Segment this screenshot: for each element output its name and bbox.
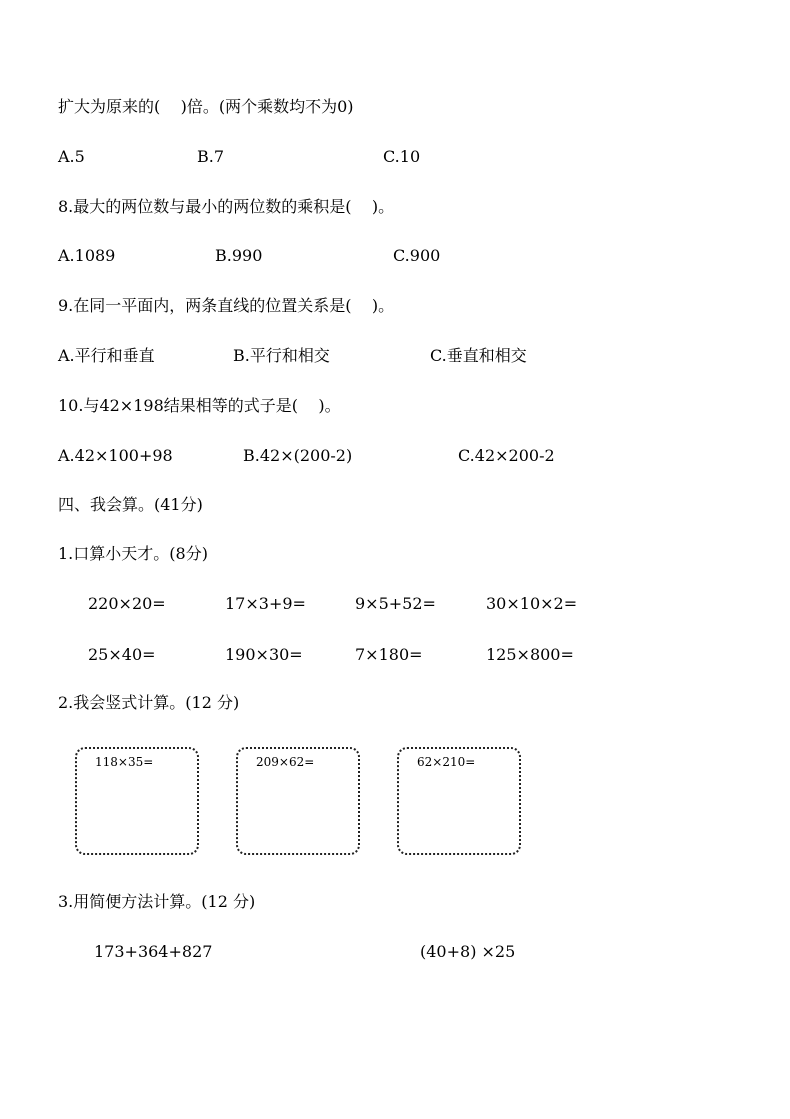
q10-option-a: A.42×100+98 — [58, 446, 173, 465]
mental-math-item: 17×3+9= — [225, 594, 306, 613]
q8-option-c: C.900 — [393, 246, 441, 265]
mental-math-item: 220×20= — [88, 594, 166, 613]
mental-math-item: 9×5+52= — [355, 594, 436, 613]
mental-math-item: 30×10×2= — [486, 594, 578, 613]
vertical-calc-box[interactable] — [75, 747, 199, 855]
q7-option-c: C.10 — [383, 147, 421, 166]
vertical-calc-label: 62×210= — [417, 755, 476, 769]
question-7-stem: 扩大为原来的( )倍。(两个乘数均不为0) — [58, 97, 354, 116]
part-3-title: 3.用简便方法计算。(12 分) — [58, 892, 256, 911]
q8-option-b: B.990 — [215, 246, 263, 265]
q9-option-a: A.平行和垂直 — [58, 346, 155, 365]
vertical-calc-box[interactable] — [397, 747, 521, 855]
q10-option-c: C.42×200-2 — [458, 446, 555, 465]
mental-math-item: 25×40= — [88, 645, 156, 664]
question-9-stem: 9.在同一平面内，两条直线的位置关系是( )。 — [58, 296, 395, 315]
mental-math-item: 7×180= — [355, 645, 423, 664]
vertical-calc-label: 209×62= — [256, 755, 315, 769]
vertical-calc-label: 118×35= — [95, 755, 154, 769]
section-4-title: 四、我会算。(41分) — [58, 495, 203, 514]
q9-option-b: B.平行和相交 — [233, 346, 330, 365]
part-2-title: 2.我会竖式计算。(12 分) — [58, 693, 240, 712]
simplify-item: (40+8) ×25 — [420, 942, 516, 961]
mental-math-item: 125×800= — [486, 645, 574, 664]
vertical-calc-box[interactable] — [236, 747, 360, 855]
simplify-item: 173+364+827 — [94, 942, 213, 961]
q8-option-a: A.1089 — [58, 246, 116, 265]
q9-option-c: C.垂直和相交 — [430, 346, 527, 365]
question-10-stem: 10.与42×198结果相等的式子是( )。 — [58, 396, 341, 415]
q10-option-b: B.42×(200-2) — [243, 446, 353, 465]
mental-math-item: 190×30= — [225, 645, 303, 664]
question-8-stem: 8.最大的两位数与最小的两位数的乘积是( )。 — [58, 197, 395, 216]
q7-option-b: B.7 — [197, 147, 225, 166]
q7-option-a: A.5 — [58, 147, 85, 166]
part-1-title: 1.口算小天才。(8分) — [58, 544, 208, 563]
